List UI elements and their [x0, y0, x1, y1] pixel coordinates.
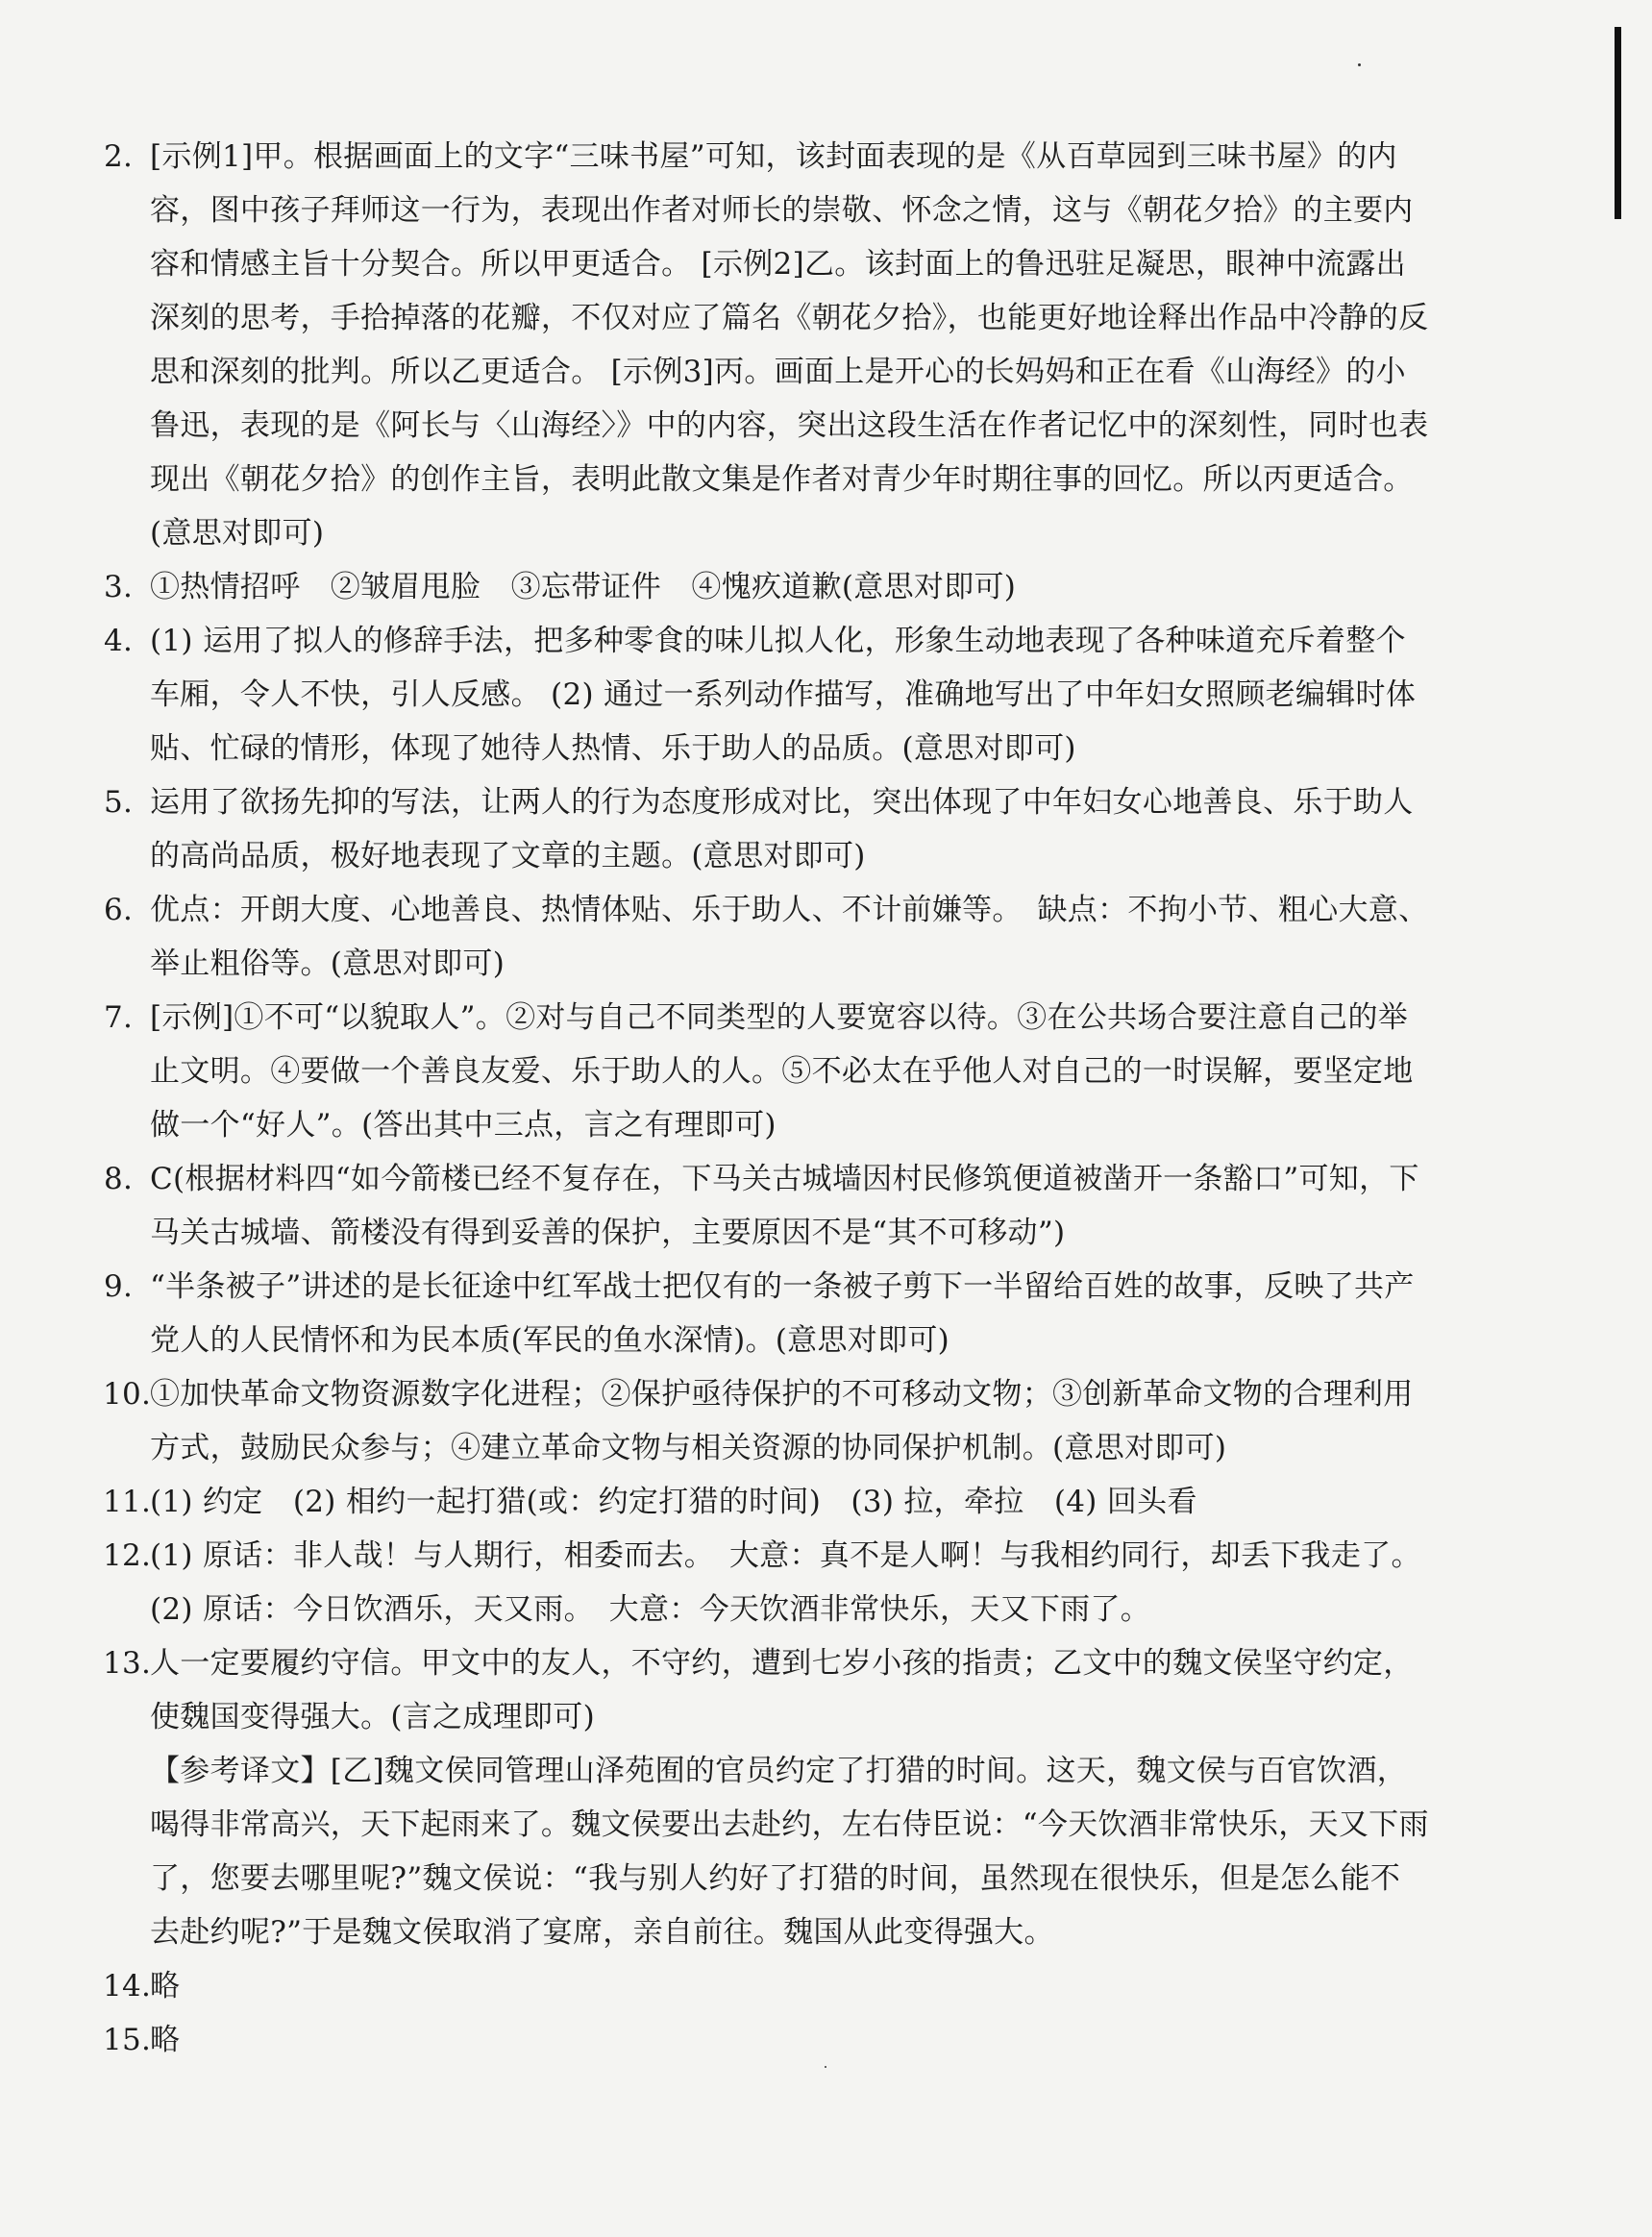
scan-speck: [825, 2066, 826, 2068]
item-number: 3.: [104, 570, 134, 604]
answer-item-14: [104, 1959, 1430, 2013]
item-number: 5.: [104, 785, 134, 820]
answer-list: [104, 130, 1430, 2067]
item-number: 13.: [103, 1646, 152, 1681]
answer-item-8: [104, 1152, 1430, 1260]
item-number: 11.: [103, 1485, 152, 1519]
answer-item-15: [104, 2013, 1430, 2067]
answer-item-12: [104, 1529, 1430, 1636]
item-number: 6.: [104, 893, 134, 927]
answer-item-13: [104, 1636, 1430, 1744]
item-number: 9.: [104, 1269, 134, 1304]
item-number: 2.: [104, 139, 134, 174]
answer-item-3: [104, 560, 1430, 614]
item-text: 优点：开朗大度、心地善良、热情体贴、乐于助人、不计前嫌等。 缺点：不拘小节、粗心大意、举止粗俗等。(意思对即可): [150, 893, 1429, 981]
item-number: 10.: [103, 1377, 152, 1412]
item-text: ①热情招呼 ②皱眉甩脸 ③忘带证件 ④愧疚道歉(意思对即可): [150, 570, 1017, 604]
item-number: 14.: [103, 1969, 152, 2003]
answer-item-2: [104, 130, 1430, 560]
item-text: “半条被子”讲述的是长征途中红军战士把仅有的一条被子剪下一半留给百姓的故事，反映了共产党人的人民情怀和为民本质(军民的鱼水深情)。(意思对即可): [150, 1269, 1415, 1358]
item-number: 4.: [104, 624, 134, 658]
item-number: 15.: [103, 2023, 152, 2057]
item-text: ①加快革命文物资源数字化进程；②保护亟待保护的不可移动文物；③创新革命文物的合理利用方式，鼓励民众参与；④建立革命文物与相关资源的协同保护机制。(意思对即可): [150, 1377, 1414, 1465]
item-text: C(根据材料四“如今箭楼已经不复存在，下马关古城墙因村民修筑便道被凿开一条豁口”可知，下马关古城墙、箭楼没有得到妥善的保护，主要原因不是“其不可移动”): [150, 1162, 1419, 1250]
item-text: (1) 约定 (2) 相约一起打猎(或：约定打猎的时间) (3) 拉，牵拉 (4) 回头看: [150, 1485, 1197, 1519]
answer-item-11: [104, 1475, 1430, 1529]
item-text: (1) 运用了拟人的修辞手法，把多种零食的味儿拟人化，形象生动地表现了各种味道充斥着整个车厢，令人不快，引人反感。 (2) 通过一系列动作描写，准确地写出了中年妇女照顾老编辑时体贴、忙碌的情形，体现了她待人热情、乐于助人的品质。(意思对即可): [150, 624, 1417, 766]
answer-item-6: [104, 883, 1430, 991]
answer-item-9: [104, 1260, 1430, 1367]
item-text: (1) 原话：非人哉！与人期行，相委而去。 大意：真不是人啊！与我相约同行，却丢下我走了。 (2) 原话：今日饮酒乐，天又雨。 大意：今天饮酒非常快乐，天又下雨了。: [150, 1538, 1421, 1627]
scan-speck: [1358, 63, 1361, 66]
answer-item-4: [104, 614, 1430, 775]
item-number: 12.: [103, 1538, 152, 1573]
item-text: 运用了欲扬先抑的写法，让两人的行为态度形成对比，突出体现了中年妇女心地善良、乐于助人的高尚品质，极好地表现了文章的主题。(意思对即可): [150, 785, 1414, 873]
answer-item-7: [104, 991, 1430, 1152]
reference-translation: 【参考译文】[乙]魏文侯同管理山泽苑囿的官员约定了打猎的时间。这天，魏文侯与百官饮酒，喝得非常高兴，天下起雨来了。魏文侯要出去赴约，左右侍臣说：“今天饮酒非常快乐，天又下雨了，您要去哪里呢?”魏文侯说：“我与别人约好了打猎的时间，虽然现在很快乐，但是怎么能不去赴约呢?”于是魏文侯取消了宴席，亲自前往。魏国从此变得强大。: [150, 1754, 1429, 1950]
item-text: 略: [150, 2023, 181, 2057]
item-text: 人一定要履约守信。甲文中的友人，不守约，遭到七岁小孩的指责；乙文中的魏文侯坚守约定，使魏国变得强大。(言之成理即可): [150, 1646, 1414, 1734]
item-number: 7.: [104, 1000, 134, 1035]
scan-edge-mark: [1615, 27, 1621, 219]
item-text: [示例]①不可“以貌取人”。②对与自己不同类型的人要宽容以待。③在公共场合要注意自己的举止文明。④要做一个善良友爱、乐于助人的人。⑤不必太在乎他人对自己的一时误解，要坚定地做一个“好人”。(答出其中三点，言之有理即可): [150, 1000, 1414, 1143]
answer-item-10: [104, 1367, 1430, 1475]
item-text: 略: [150, 1969, 181, 2003]
answer-item-5: [104, 775, 1430, 883]
item-text: [示例1]甲。根据画面上的文字“三味书屋”可知，该封面表现的是《从百草园到三味书屋》的内容，图中孩子拜师这一行为，表现出作者对师长的崇敬、怀念之情，这与《朝花夕拾》的主要内容和情感主旨十分契合。所以甲更适合。 [示例2]乙。该封面上的鲁迅驻足凝思，眼神中流露出深刻的思考，手拾掉落的花瓣，不仅对应了篇名《朝花夕拾》，也能更好地诠释出作品中冷静的反思和深刻的批判。所以乙更适合。 [示例3]丙。画面上是开心的长妈妈和正在看《山海经》的小鲁迅，表现的是《阿长与〈山海经〉》中的内容，突出这段生活在作者记忆中的深刻性，同时也表现出《朝花夕拾》的创作主旨，表明此散文集是作者对青少年时期往事的回忆。所以丙更适合。(意思对即可): [150, 139, 1429, 551]
item-number: 8.: [104, 1162, 134, 1196]
